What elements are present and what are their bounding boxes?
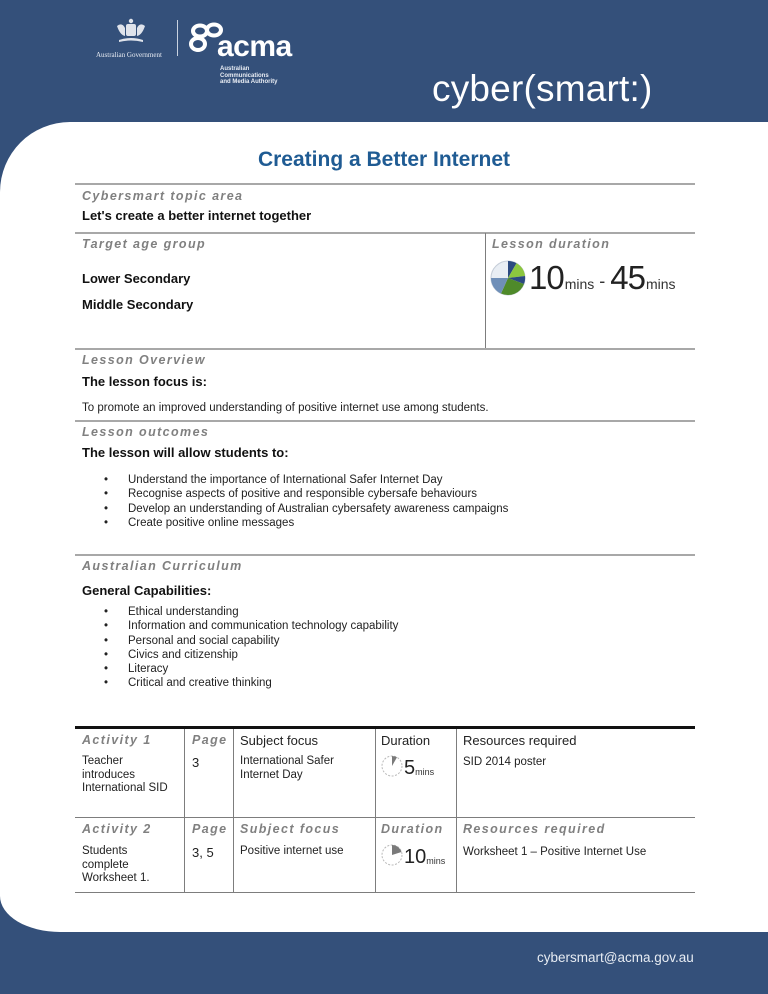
pie-clock-icon <box>489 259 527 297</box>
list-item-text: Personal and social capability <box>128 634 280 647</box>
list-item-text: Critical and creative thinking <box>128 677 272 690</box>
duration-header: Duration <box>381 733 431 748</box>
acma-logo <box>187 22 317 84</box>
resources-header: Resources required <box>463 822 606 836</box>
activity-description: Students complete Worksheet 1. <box>82 845 150 884</box>
capabilities-list <box>80 605 398 691</box>
divider <box>75 554 695 556</box>
bullet-icon: • <box>104 474 109 486</box>
list-item <box>80 648 398 662</box>
bullet-icon: • <box>104 634 109 647</box>
divider <box>75 420 695 422</box>
activity-subject: International Safer Internet Day <box>240 755 334 781</box>
activity-page: 3 <box>192 755 200 770</box>
table-top-rule <box>75 726 695 729</box>
resources-header: Resources required <box>463 733 577 748</box>
activity-title: Activity 1 <box>82 733 152 747</box>
acma-subtitle-line: Australian <box>220 66 250 72</box>
activity-page: 3, 5 <box>192 845 214 860</box>
outcomes-heading: The lesson will allow students to: <box>82 445 289 460</box>
bullet-icon: • <box>104 663 109 676</box>
activity-title: Activity 2 <box>82 822 152 836</box>
list-item <box>80 662 398 676</box>
divider <box>75 183 695 185</box>
duration-unit: mins <box>415 767 435 777</box>
list-item-text: Understand the importance of International Safer Internet Day <box>128 474 443 486</box>
coat-of-arms-icon <box>114 18 148 46</box>
bullet-icon: • <box>104 502 109 515</box>
curriculum-label: Australian Curriculum <box>82 559 243 573</box>
duration-value: 5 <box>404 757 416 779</box>
clock-icon <box>380 754 404 778</box>
duration-separator: - <box>599 271 606 291</box>
acma-subtitle-line: Communications <box>220 72 269 79</box>
column-divider <box>485 233 486 349</box>
activity-duration <box>380 843 445 867</box>
bullet-icon: • <box>104 648 109 661</box>
activity-resources: Worksheet 1 – Positive Internet Use <box>463 846 647 858</box>
activity-subject: Positive internet use <box>240 845 344 857</box>
min-duration-unit: mins <box>564 276 595 292</box>
gov-logo-text: Australian Government <box>96 51 162 59</box>
list-item <box>80 634 398 648</box>
curriculum-heading: General Capabilities: <box>82 583 212 598</box>
duration-value: 10 <box>404 846 427 868</box>
overview-text: To promote an improved understanding of positive internet use among students. <box>82 402 489 414</box>
age-group-item: Middle Secondary <box>82 297 194 312</box>
list-item <box>80 676 398 690</box>
cybersmart-logo: cyber(smart:) <box>432 68 653 109</box>
page-title: Creating a Better Internet <box>257 148 511 171</box>
topic-label: Cybersmart topic area <box>82 189 244 203</box>
max-duration-unit: mins <box>646 276 676 292</box>
bullet-icon: • <box>104 620 109 633</box>
column-divider <box>184 729 185 893</box>
list-item <box>80 619 398 633</box>
page-header: Page <box>192 733 228 747</box>
duration-header: Duration <box>381 822 444 836</box>
page-header: Page <box>192 822 228 836</box>
lesson-duration-value <box>489 255 676 295</box>
list-item <box>80 502 508 516</box>
acma-wordmark: acma <box>217 30 292 63</box>
list-item-text: Develop an understanding of Australian cybersafety awareness campaigns <box>128 502 509 515</box>
list-item-text: Create positive online messages <box>128 516 295 529</box>
max-duration: 45 <box>610 259 645 296</box>
column-divider <box>456 729 457 893</box>
australian-government-logo <box>96 18 166 68</box>
duration-unit: mins <box>426 856 446 866</box>
bullet-icon: • <box>104 606 109 618</box>
list-item-text: Ethical understanding <box>128 606 239 618</box>
subject-header: Subject focus <box>240 822 341 836</box>
overview-heading: The lesson focus is: <box>82 374 207 389</box>
list-item-text: Civics and citizenship <box>128 648 238 661</box>
activity-duration <box>380 754 434 778</box>
outcomes-list <box>80 473 508 530</box>
activity-resources: SID 2014 poster <box>463 756 547 768</box>
list-item <box>80 473 508 487</box>
acma-subtitle <box>220 66 277 86</box>
topic-value: Let's create a better internet together <box>82 208 312 223</box>
list-item-text: Literacy <box>128 663 169 676</box>
overview-label: Lesson Overview <box>82 353 206 367</box>
footer-email-link[interactable]: cybersmart@acma.gov.au <box>537 950 694 965</box>
row-divider <box>75 817 695 818</box>
divider <box>75 348 695 350</box>
lesson-duration-label: Lesson duration <box>492 237 611 251</box>
clock-icon <box>380 843 404 867</box>
outcomes-label: Lesson outcomes <box>82 425 210 439</box>
list-item <box>80 605 398 619</box>
list-item-text: Recognise aspects of positive and responsible cybersafe behaviours <box>128 488 478 501</box>
divider <box>75 232 695 234</box>
age-group-label: Target age group <box>82 237 207 251</box>
bullet-icon: • <box>104 516 109 529</box>
list-item-text: Information and communication technology capability <box>128 620 399 633</box>
min-duration: 10 <box>529 259 564 296</box>
logo-divider <box>177 20 178 56</box>
bullet-icon: • <box>104 488 109 501</box>
subject-header: Subject focus <box>240 733 319 748</box>
header-banner <box>0 0 768 122</box>
bullet-icon: • <box>104 677 109 690</box>
age-group-item: Lower Secondary <box>82 271 191 286</box>
column-divider <box>233 729 234 893</box>
list-item <box>80 487 508 501</box>
column-divider <box>375 729 376 893</box>
row-divider <box>75 892 695 893</box>
activity-description: Teacher introduces International SID <box>82 755 168 794</box>
acma-subtitle-line: and Media Authority <box>220 79 278 85</box>
list-item <box>80 516 508 530</box>
